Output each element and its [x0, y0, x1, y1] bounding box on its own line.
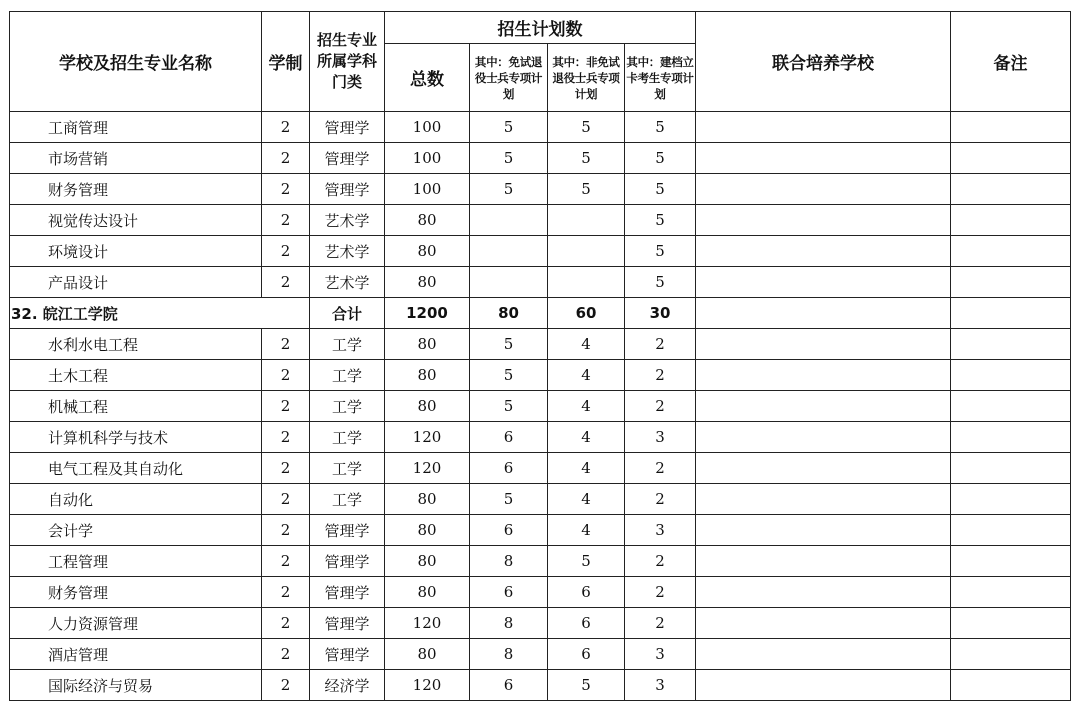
cell-remark [951, 360, 1071, 391]
major-name: 自动化 [10, 484, 262, 515]
cell-category: 管理学 [310, 174, 385, 205]
cell-a: 6 [470, 670, 548, 701]
cell-b: 6 [548, 639, 625, 670]
cell-remark [951, 267, 1071, 298]
cell-remark [951, 422, 1071, 453]
cell-a [470, 267, 548, 298]
cell-total: 120 [385, 670, 470, 701]
cell-a: 8 [470, 546, 548, 577]
cell-b [548, 205, 625, 236]
cell-b: 4 [548, 484, 625, 515]
cell-partner [696, 298, 951, 329]
cell-partner [696, 391, 951, 422]
cell-c: 2 [625, 577, 696, 608]
header-school-major: 学校及招生专业名称 [10, 12, 262, 112]
group-a: 80 [470, 298, 548, 329]
table-row [10, 267, 1071, 298]
header-remark: 备注 [951, 12, 1071, 112]
major-name: 酒店管理 [10, 639, 262, 670]
cell-a: 5 [470, 143, 548, 174]
group-total-row [10, 298, 1071, 329]
cell-category: 管理学 [310, 515, 385, 546]
cell-years: 2 [262, 174, 310, 205]
cell-b: 4 [548, 329, 625, 360]
cell-b: 4 [548, 515, 625, 546]
cell-partner [696, 112, 951, 143]
cell-category: 管理学 [310, 608, 385, 639]
cell-remark [951, 670, 1071, 701]
major-name: 财务管理 [10, 577, 262, 608]
cell-c: 2 [625, 546, 696, 577]
cell-category: 艺术学 [310, 205, 385, 236]
cell-category: 管理学 [310, 112, 385, 143]
cell-b: 6 [548, 577, 625, 608]
table-row [10, 143, 1071, 174]
cell-c: 5 [625, 267, 696, 298]
table-row [10, 639, 1071, 670]
cell-c: 2 [625, 608, 696, 639]
cell-remark [951, 329, 1071, 360]
table-row [10, 236, 1071, 267]
table-row [10, 329, 1071, 360]
cell-total: 100 [385, 174, 470, 205]
cell-c: 5 [625, 143, 696, 174]
major-name: 人力资源管理 [10, 608, 262, 639]
cell-partner [696, 422, 951, 453]
cell-years: 2 [262, 143, 310, 174]
cell-total: 80 [385, 360, 470, 391]
cell-b: 6 [548, 608, 625, 639]
cell-category: 工学 [310, 453, 385, 484]
cell-partner [696, 608, 951, 639]
cell-total: 80 [385, 515, 470, 546]
cell-category: 工学 [310, 329, 385, 360]
table-row [10, 453, 1071, 484]
table-row [10, 112, 1071, 143]
major-name: 机械工程 [10, 391, 262, 422]
cell-total: 80 [385, 236, 470, 267]
cell-remark [951, 112, 1071, 143]
cell-partner [696, 143, 951, 174]
cell-years: 2 [262, 205, 310, 236]
cell-remark [951, 174, 1071, 205]
header-plan: 招生计划数 [385, 12, 696, 44]
cell-total: 100 [385, 112, 470, 143]
cell-years: 2 [262, 267, 310, 298]
cell-a: 6 [470, 422, 548, 453]
cell-b: 5 [548, 670, 625, 701]
table-row [10, 484, 1071, 515]
cell-b: 4 [548, 391, 625, 422]
cell-remark [951, 639, 1071, 670]
table-body [10, 112, 1071, 701]
cell-c: 2 [625, 360, 696, 391]
cell-c: 5 [625, 236, 696, 267]
cell-category: 工学 [310, 484, 385, 515]
cell-total: 100 [385, 143, 470, 174]
cell-remark [951, 298, 1071, 329]
cell-b: 4 [548, 453, 625, 484]
cell-years: 2 [262, 422, 310, 453]
major-name: 电气工程及其自动化 [10, 453, 262, 484]
cell-total: 80 [385, 391, 470, 422]
cell-partner [696, 670, 951, 701]
cell-c: 5 [625, 205, 696, 236]
cell-b: 5 [548, 112, 625, 143]
cell-a: 6 [470, 577, 548, 608]
table-row [10, 577, 1071, 608]
school-name: 32. 皖江工学院 [10, 298, 310, 329]
table-row [10, 546, 1071, 577]
cell-a: 8 [470, 639, 548, 670]
cell-a: 5 [470, 112, 548, 143]
cell-remark [951, 484, 1071, 515]
major-name: 市场营销 [10, 143, 262, 174]
major-name: 产品设计 [10, 267, 262, 298]
cell-c: 2 [625, 453, 696, 484]
cell-partner [696, 484, 951, 515]
cell-total: 120 [385, 608, 470, 639]
cell-category: 经济学 [310, 670, 385, 701]
header-sub3: 其中：建档立卡考生专项计划 [625, 44, 696, 112]
cell-total: 80 [385, 546, 470, 577]
header-partner: 联合培养学校 [696, 12, 951, 112]
group-b: 60 [548, 298, 625, 329]
cell-total: 80 [385, 205, 470, 236]
cell-years: 2 [262, 236, 310, 267]
table-row [10, 422, 1071, 453]
major-name: 财务管理 [10, 174, 262, 205]
major-name: 土木工程 [10, 360, 262, 391]
cell-category: 管理学 [310, 577, 385, 608]
cell-years: 2 [262, 453, 310, 484]
cell-a: 5 [470, 360, 548, 391]
cell-c: 2 [625, 329, 696, 360]
cell-category: 工学 [310, 391, 385, 422]
cell-years: 2 [262, 484, 310, 515]
major-name: 环境设计 [10, 236, 262, 267]
group-label: 合计 [310, 298, 385, 329]
cell-partner [696, 236, 951, 267]
cell-remark [951, 236, 1071, 267]
cell-a [470, 205, 548, 236]
table-row [10, 515, 1071, 546]
table-row [10, 608, 1071, 639]
cell-remark [951, 515, 1071, 546]
group-c: 30 [625, 298, 696, 329]
group-total: 1200 [385, 298, 470, 329]
cell-c: 5 [625, 112, 696, 143]
cell-a: 6 [470, 453, 548, 484]
major-name: 计算机科学与技术 [10, 422, 262, 453]
cell-partner [696, 174, 951, 205]
cell-b: 5 [548, 143, 625, 174]
cell-partner [696, 267, 951, 298]
header-sub2: 其中：非免试退役士兵专项计划 [548, 44, 625, 112]
cell-partner [696, 515, 951, 546]
cell-years: 2 [262, 639, 310, 670]
header-duration: 学制 [262, 12, 310, 112]
header-total: 总数 [385, 44, 470, 112]
cell-remark [951, 577, 1071, 608]
cell-a: 8 [470, 608, 548, 639]
major-name: 工程管理 [10, 546, 262, 577]
cell-b: 5 [548, 174, 625, 205]
cell-c: 2 [625, 391, 696, 422]
cell-b [548, 236, 625, 267]
header-category: 招生专业所属学科门类 [310, 12, 385, 112]
cell-years: 2 [262, 546, 310, 577]
cell-category: 管理学 [310, 546, 385, 577]
cell-category: 管理学 [310, 143, 385, 174]
cell-c: 3 [625, 422, 696, 453]
cell-partner [696, 546, 951, 577]
cell-total: 120 [385, 422, 470, 453]
cell-remark [951, 391, 1071, 422]
cell-partner [696, 360, 951, 391]
table-row [10, 670, 1071, 701]
cell-partner [696, 453, 951, 484]
cell-c: 3 [625, 639, 696, 670]
cell-a: 5 [470, 484, 548, 515]
enrollment-plan-table [9, 11, 1071, 701]
cell-a: 6 [470, 515, 548, 546]
table-row [10, 360, 1071, 391]
cell-years: 2 [262, 608, 310, 639]
cell-partner [696, 639, 951, 670]
cell-years: 2 [262, 515, 310, 546]
cell-a: 5 [470, 391, 548, 422]
cell-category: 管理学 [310, 639, 385, 670]
cell-a [470, 236, 548, 267]
table-row [10, 391, 1071, 422]
table-row [10, 205, 1071, 236]
cell-years: 2 [262, 112, 310, 143]
cell-remark [951, 453, 1071, 484]
cell-years: 2 [262, 577, 310, 608]
cell-years: 2 [262, 391, 310, 422]
cell-category: 艺术学 [310, 267, 385, 298]
cell-c: 2 [625, 484, 696, 515]
cell-a: 5 [470, 174, 548, 205]
cell-total: 80 [385, 267, 470, 298]
cell-category: 工学 [310, 360, 385, 391]
cell-partner [696, 205, 951, 236]
cell-remark [951, 205, 1071, 236]
cell-remark [951, 608, 1071, 639]
major-name: 工商管理 [10, 112, 262, 143]
major-name: 会计学 [10, 515, 262, 546]
cell-remark [951, 143, 1071, 174]
cell-total: 80 [385, 577, 470, 608]
cell-category: 工学 [310, 422, 385, 453]
major-name: 视觉传达设计 [10, 205, 262, 236]
cell-partner [696, 577, 951, 608]
cell-years: 2 [262, 360, 310, 391]
cell-total: 80 [385, 639, 470, 670]
cell-remark [951, 546, 1071, 577]
header-sub1: 其中：免试退役士兵专项计划 [470, 44, 548, 112]
cell-b: 4 [548, 422, 625, 453]
cell-total: 80 [385, 329, 470, 360]
cell-b: 5 [548, 546, 625, 577]
major-name: 水利水电工程 [10, 329, 262, 360]
cell-partner [696, 329, 951, 360]
cell-total: 80 [385, 484, 470, 515]
major-name: 国际经济与贸易 [10, 670, 262, 701]
cell-years: 2 [262, 670, 310, 701]
cell-a: 5 [470, 329, 548, 360]
cell-total: 120 [385, 453, 470, 484]
cell-c: 3 [625, 670, 696, 701]
cell-b [548, 267, 625, 298]
cell-years: 2 [262, 329, 310, 360]
table-row [10, 174, 1071, 205]
cell-c: 5 [625, 174, 696, 205]
cell-category: 艺术学 [310, 236, 385, 267]
cell-c: 3 [625, 515, 696, 546]
cell-b: 4 [548, 360, 625, 391]
